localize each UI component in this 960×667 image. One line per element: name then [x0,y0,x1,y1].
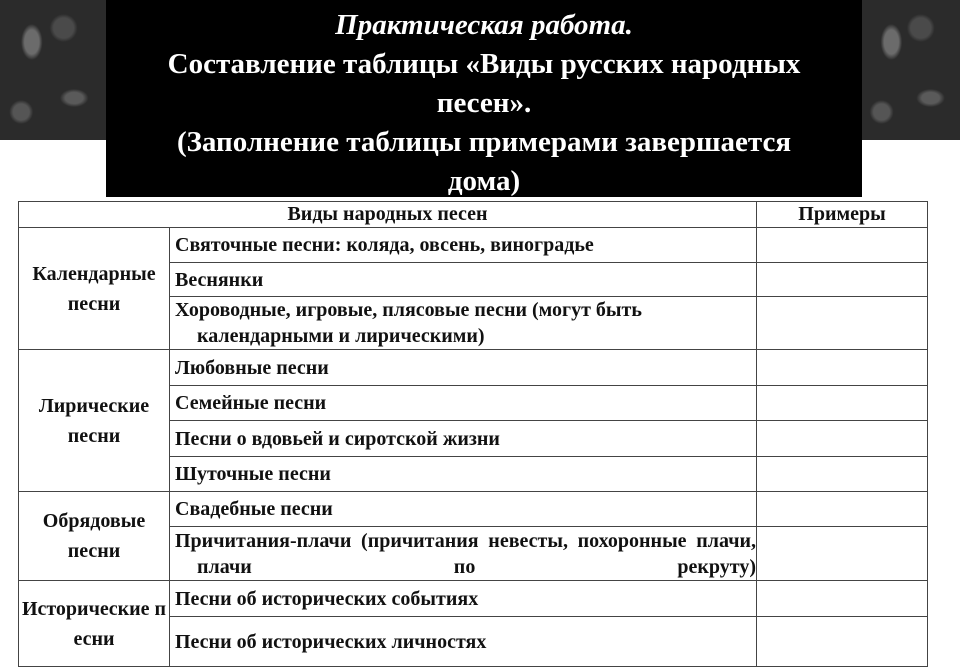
decorative-ornament-right [862,0,960,140]
song-type: Свадебные песни [170,492,757,527]
song-type: Песни об исторических личностях [170,617,757,667]
category-lyrical: Лирические песни [19,350,170,492]
header-examples: Примеры [757,202,928,228]
examples-cell[interactable] [757,527,928,581]
category-calendar: Календарные песни [19,228,170,350]
table-row [19,350,928,386]
examples-cell[interactable] [757,581,928,617]
song-type: Песни о вдовьей и сиротской жизни [170,421,757,457]
decorative-ornament-left [0,0,106,140]
title-line-3: песен». [436,87,532,119]
title-line-2: Составление таблицы «Виды русских народных [167,48,801,80]
song-type: Хороводные, игровые, плясовые песни (могут быть календарными и лирическими) [175,299,642,347]
table-row [19,228,928,263]
table-row [19,492,928,527]
song-type: Причитания-плачи (причитания невесты, похоронные плачи, плачи по рекруту) [175,529,756,578]
examples-cell[interactable] [757,228,928,263]
category-ritual: Обрядовые песни [19,492,170,581]
title-line-1: Практическая работа. [335,9,633,41]
category-historical: Историчеcкие песни [19,581,170,667]
table-row [19,581,928,617]
title-line-5: дома) [447,165,521,197]
examples-cell[interactable] [757,263,928,297]
song-type: Веснянки [170,263,757,297]
song-type: Песни об исторических событиях [170,581,757,617]
song-type: Святочные песни: коляда, овсень, виноградье [170,228,757,263]
examples-cell[interactable] [757,492,928,527]
song-type-cell [170,297,757,350]
examples-cell[interactable] [757,386,928,421]
song-type: Семейные песни [170,386,757,421]
examples-cell[interactable] [757,457,928,492]
song-type-cell [170,527,757,581]
examples-cell[interactable] [757,617,928,667]
song-type: Любовные песни [170,350,757,386]
header-song-types: Виды народных песен [19,202,757,228]
song-types-table [18,201,928,667]
examples-cell[interactable] [757,421,928,457]
examples-cell[interactable] [757,350,928,386]
slide-title [106,0,862,197]
table-header-row [19,202,928,228]
examples-cell[interactable] [757,297,928,350]
title-line-4: (Заполнение таблицы примерами завершается [176,126,792,158]
song-type: Шуточные песни [170,457,757,492]
